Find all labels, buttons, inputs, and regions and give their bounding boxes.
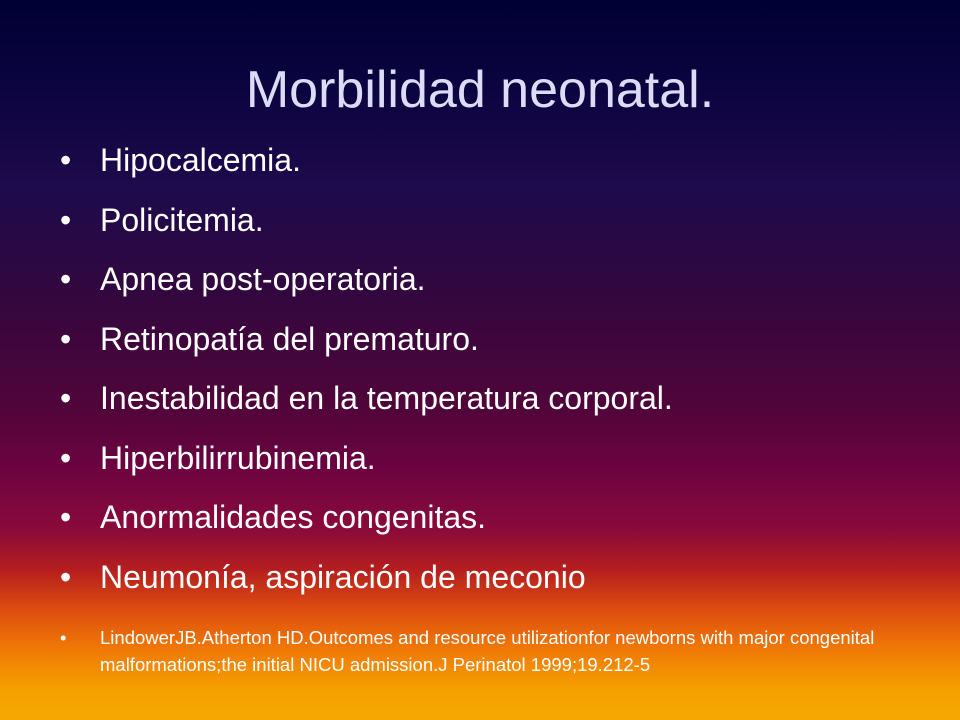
bullet-dot: •: [60, 439, 72, 476]
bullet-item: [60, 140, 940, 180]
bullet-text: Hiperbilirrubinemia.: [100, 439, 376, 476]
bullet-item: [60, 200, 940, 240]
bullet-text: Retinopatía del prematuro.: [100, 320, 479, 357]
bullet-dot: •: [60, 627, 67, 648]
bullet-text: Inestabilidad en la temperatura corporal.: [100, 380, 673, 416]
bullet-item: [60, 378, 940, 418]
bullet-text: Policitemia.: [100, 201, 264, 238]
bullet-dot: •: [60, 320, 72, 357]
bullet-item: [60, 557, 940, 597]
bullet-list: [60, 140, 940, 616]
bullet-text: Apnea post-operatoria.: [100, 261, 426, 297]
bullet-item: [60, 259, 940, 299]
bullet-text: Neumonía, aspiración de meconio: [100, 558, 586, 595]
bullet-dot: •: [60, 380, 72, 416]
bullet-dot: •: [60, 261, 72, 297]
bullet-dot: •: [60, 558, 72, 595]
slide-title: Morbilidad neonatal.: [245, 61, 715, 119]
reference-citation: [60, 624, 910, 678]
bullet-item: [60, 497, 940, 537]
bullet-dot: •: [60, 499, 72, 535]
bullet-dot: •: [60, 201, 72, 238]
bullet-dot: •: [60, 142, 72, 178]
bullet-item: [60, 319, 940, 359]
bullet-text: Hipocalcemia.: [100, 142, 301, 178]
bullet-text: Anormalidades congenitas.: [100, 499, 487, 535]
reference-text: LindowerJB.Atherton HD.Outcomes and resource utilizationfor newborns with major congenital malformations;the initial NICU admission.J Perinatol 1999;19.212-5: [100, 627, 875, 675]
bullet-item: [60, 438, 940, 478]
